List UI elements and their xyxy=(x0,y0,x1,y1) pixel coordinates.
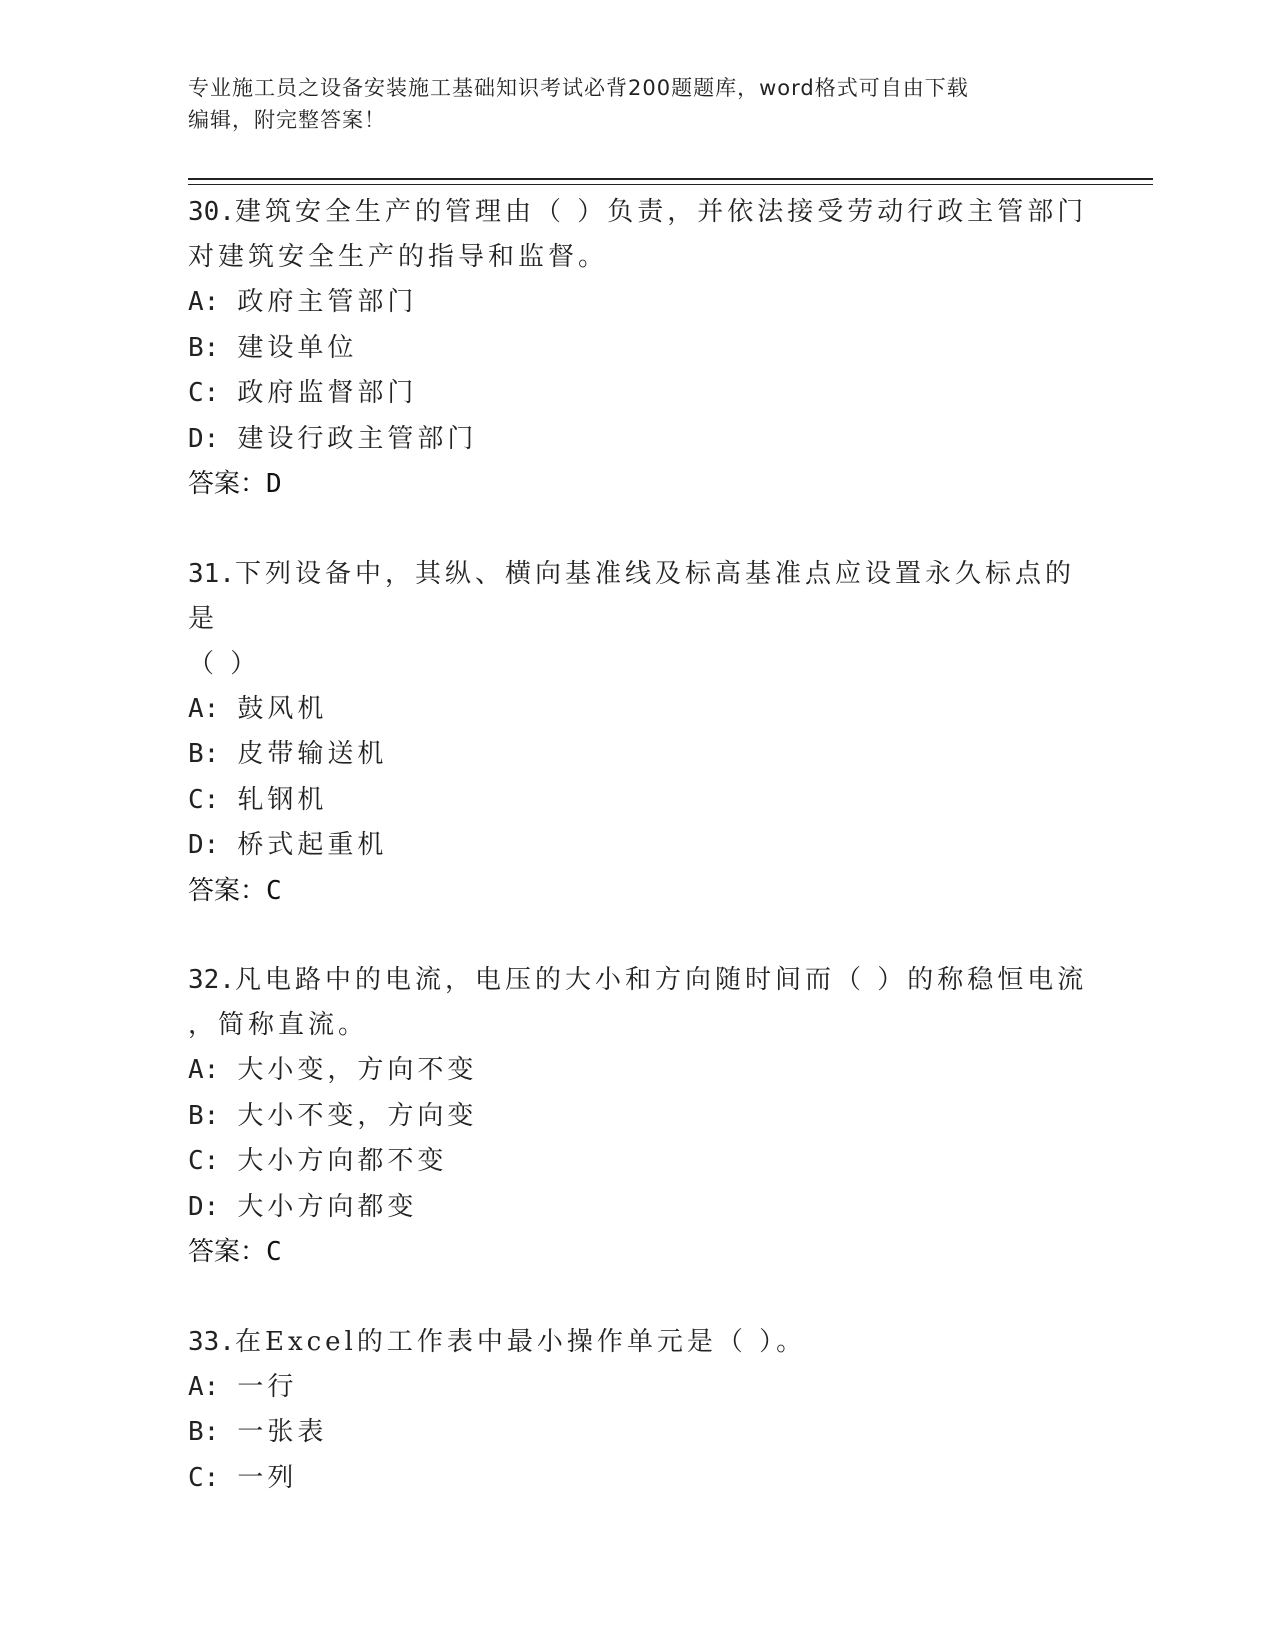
question-text-line: 对建筑安全生产的指导和监督。 xyxy=(188,242,609,272)
option-key: B: xyxy=(188,739,220,769)
option-text: 轧钢机 xyxy=(237,784,328,815)
option-text: 大小方向都不变 xyxy=(237,1146,448,1176)
header-line-1: 专业施工员之设备安装施工基础知识考试必背200题题库，word格式可自由下载 xyxy=(188,76,969,100)
answer-line xyxy=(188,869,1088,915)
question-text-line: 31.下列设备中，其纵、横向基准线及标高基准点应设置永久标点的是 xyxy=(188,558,1075,634)
option-text: 一行 xyxy=(237,1371,298,1402)
option-key: B: xyxy=(188,1100,220,1131)
option-d xyxy=(188,1185,1088,1231)
option-c xyxy=(188,1456,1088,1502)
option-text: 建设行政主管部门 xyxy=(237,423,478,454)
answer-value: C xyxy=(266,1237,282,1267)
option-key: A: xyxy=(188,287,220,317)
question-31 xyxy=(188,552,1088,915)
question-text-line: 32.凡电路中的电流，电压的大小和方向随时间而（ ）的称稳恒电流 xyxy=(188,965,1088,995)
question-text-line: 33.在Excel的工作表中最小操作单元是（ ）。 xyxy=(188,1326,807,1357)
option-key: D: xyxy=(188,1191,220,1222)
question-32 xyxy=(188,958,1088,1276)
question-30 xyxy=(188,190,1088,508)
option-key: C: xyxy=(188,378,220,408)
option-key: C: xyxy=(188,1146,220,1176)
question-text-line: 30.建筑安全生产的管理由（ ）负责，并依法接受劳动行政主管部门 xyxy=(188,197,1088,227)
option-key: A: xyxy=(188,693,220,724)
answer-value: D xyxy=(266,469,282,499)
option-text: 鼓风机 xyxy=(237,693,328,724)
option-text: 建设单位 xyxy=(237,332,358,363)
document-header xyxy=(188,72,1088,136)
option-key: B: xyxy=(188,1417,220,1447)
option-a xyxy=(188,280,1088,326)
option-b xyxy=(188,1094,1088,1140)
answer-label: 答案： xyxy=(188,875,267,906)
question-number: 33. xyxy=(188,1326,235,1357)
option-b xyxy=(188,1410,1088,1456)
option-c xyxy=(188,778,1088,824)
header-divider xyxy=(188,178,1153,185)
question-list xyxy=(188,190,1088,1545)
question-number: 31. xyxy=(188,558,235,589)
option-a xyxy=(188,1365,1088,1411)
answer-value: C xyxy=(266,875,282,906)
option-key: A: xyxy=(188,1371,220,1402)
question-number: 30. xyxy=(188,197,235,227)
option-c xyxy=(188,1139,1088,1185)
question-text-line: ，简称直流。 xyxy=(188,1010,369,1040)
option-key: D: xyxy=(188,830,220,860)
option-a xyxy=(188,687,1088,733)
answer-label: 答案： xyxy=(188,469,267,499)
option-key: D: xyxy=(188,423,220,454)
option-b xyxy=(188,326,1088,372)
question-33 xyxy=(188,1320,1088,1502)
option-text: 皮带输送机 xyxy=(237,739,388,769)
option-b xyxy=(188,732,1088,778)
option-text: 一张表 xyxy=(237,1417,328,1447)
answer-line xyxy=(188,1230,1088,1276)
question-number: 32. xyxy=(188,965,235,995)
option-key: A: xyxy=(188,1055,220,1085)
header-line-2: 编辑，附完整答案！ xyxy=(188,108,386,132)
option-text: 政府主管部门 xyxy=(237,287,418,317)
option-text: 大小方向都变 xyxy=(237,1191,418,1222)
option-d xyxy=(188,417,1088,463)
answer-label: 答案： xyxy=(188,1237,267,1267)
option-text: 桥式起重机 xyxy=(237,830,388,860)
option-text: 大小变，方向不变 xyxy=(237,1055,478,1085)
option-text: 大小不变，方向变 xyxy=(237,1100,478,1131)
option-text: 一列 xyxy=(237,1462,298,1493)
question-text-line: （ ） xyxy=(188,648,261,679)
option-d xyxy=(188,823,1088,869)
option-key: B: xyxy=(188,332,220,363)
option-a xyxy=(188,1048,1088,1094)
option-key: C: xyxy=(188,1462,220,1493)
answer-line xyxy=(188,462,1088,508)
option-text: 政府监督部门 xyxy=(237,378,418,408)
option-key: C: xyxy=(188,784,220,815)
option-c xyxy=(188,371,1088,417)
